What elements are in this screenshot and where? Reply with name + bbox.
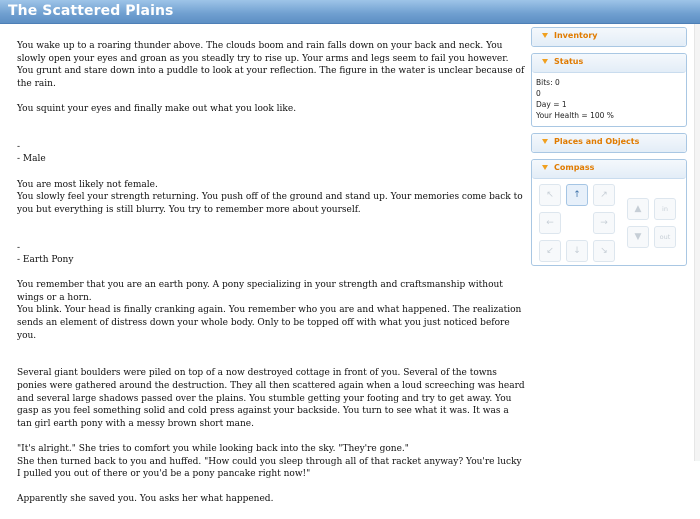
places-label: Places and Objects bbox=[554, 137, 640, 146]
inventory-panel bbox=[531, 27, 687, 47]
story-paragraph: You slowly feel your strength returning. You push off of the ground and stand up. Your memories come back to you but everything is still blurry. You try to remember more about yourself. bbox=[17, 192, 523, 215]
story-paragraph: You squint your eyes and finally make out what you look like. bbox=[17, 103, 297, 114]
compass-southeast-button[interactable]: ↘ bbox=[593, 240, 615, 262]
sidebar bbox=[531, 27, 687, 272]
compass-out-button[interactable]: out bbox=[654, 226, 676, 248]
compass-west-button[interactable]: ← bbox=[539, 212, 561, 234]
choice-gender: - Male bbox=[17, 154, 46, 165]
story-paragraph: You blink. Your head is finally cranking again. You remember who you are and what happened. The realization sends an element of distress down your whole body. Only to be topped off with what you just noticed before you. bbox=[17, 305, 522, 341]
compass-label: Compass bbox=[554, 163, 595, 172]
story-dash: - bbox=[17, 141, 21, 152]
inventory-panel-header[interactable] bbox=[532, 28, 686, 46]
collapse-arrow-icon bbox=[542, 165, 548, 170]
status-bits: Bits: 0 bbox=[536, 78, 560, 87]
choice-race: - Earth Pony bbox=[17, 255, 74, 266]
story-dash: - bbox=[17, 242, 21, 253]
status-day: Day = 1 bbox=[536, 100, 567, 109]
story-line: "It's alright." She tries to comfort you while looking back into the sky. "They're gone." bbox=[17, 444, 409, 454]
status-body bbox=[532, 73, 686, 126]
compass-southwest-button[interactable]: ↙ bbox=[539, 240, 561, 262]
story-line: You remember that you are an earth pony. A pony specializing in your strength and craftsmanship without wings or a horn. bbox=[17, 280, 503, 303]
compass-northwest-button[interactable]: ↖ bbox=[539, 184, 561, 206]
compass bbox=[532, 179, 686, 265]
title-bar bbox=[0, 0, 700, 24]
compass-north-button[interactable]: ↑ bbox=[566, 184, 588, 206]
story-text bbox=[17, 40, 525, 519]
compass-down-button[interactable]: ▼ bbox=[627, 226, 649, 248]
places-panel bbox=[531, 133, 687, 153]
story-paragraph: Apparently she saved you. You asks her what happened. bbox=[17, 494, 274, 505]
story-paragraph: You wake up to a roaring thunder above. The clouds boom and rain falls down on your back and neck. You slowly open your eyes and groan as you steadly try to rise up. Your arms and legs seem to fail you however. You grunt and stare down into a puddle to look at your reflection. The figure in the water is unclear because of the rain. bbox=[17, 41, 525, 89]
compass-panel-header[interactable] bbox=[532, 160, 686, 179]
status-panel-header[interactable] bbox=[532, 54, 686, 73]
compass-up-button[interactable]: ▲ bbox=[627, 198, 649, 220]
places-panel-header[interactable] bbox=[532, 134, 686, 152]
collapse-arrow-icon bbox=[542, 59, 548, 64]
page-scrollbar[interactable] bbox=[694, 24, 700, 461]
status-label: Status bbox=[554, 57, 584, 66]
status-health: Your Health = 100 % bbox=[536, 111, 614, 120]
story-paragraph: She then turned back to you and huffed. "How could you sleep through all of that racket anyway? You're lucky I pulled you out of there or you'd be a pony pancake right now!" bbox=[17, 456, 522, 480]
inventory-label: Inventory bbox=[554, 31, 598, 40]
compass-in-button[interactable]: in bbox=[654, 198, 676, 220]
compass-east-button[interactable]: → bbox=[593, 212, 615, 234]
collapse-arrow-icon bbox=[542, 33, 548, 38]
page-title: The Scattered Plains bbox=[8, 3, 174, 19]
compass-panel bbox=[531, 159, 687, 266]
compass-south-button[interactable]: ↓ bbox=[566, 240, 588, 262]
story-line: You are most likely not female. bbox=[17, 179, 158, 190]
collapse-arrow-icon bbox=[542, 139, 548, 144]
status-panel bbox=[531, 53, 687, 127]
compass-northeast-button[interactable]: ↗ bbox=[593, 184, 615, 206]
story-paragraph: Several giant boulders were piled on top of a now destroyed cottage in front of you. Several of the towns ponies were gathered around the destruction. They all then scattered again when a loud screeching was heard and several large shadows passed over the plains. You stumble getting your footing and try to get away. You gasp as you feel something solid and cold press against your backside. You turn to see what it was. It was a tan girl earth pony with a messy brown short mane. bbox=[17, 368, 525, 429]
status-value: 0 bbox=[536, 89, 541, 98]
